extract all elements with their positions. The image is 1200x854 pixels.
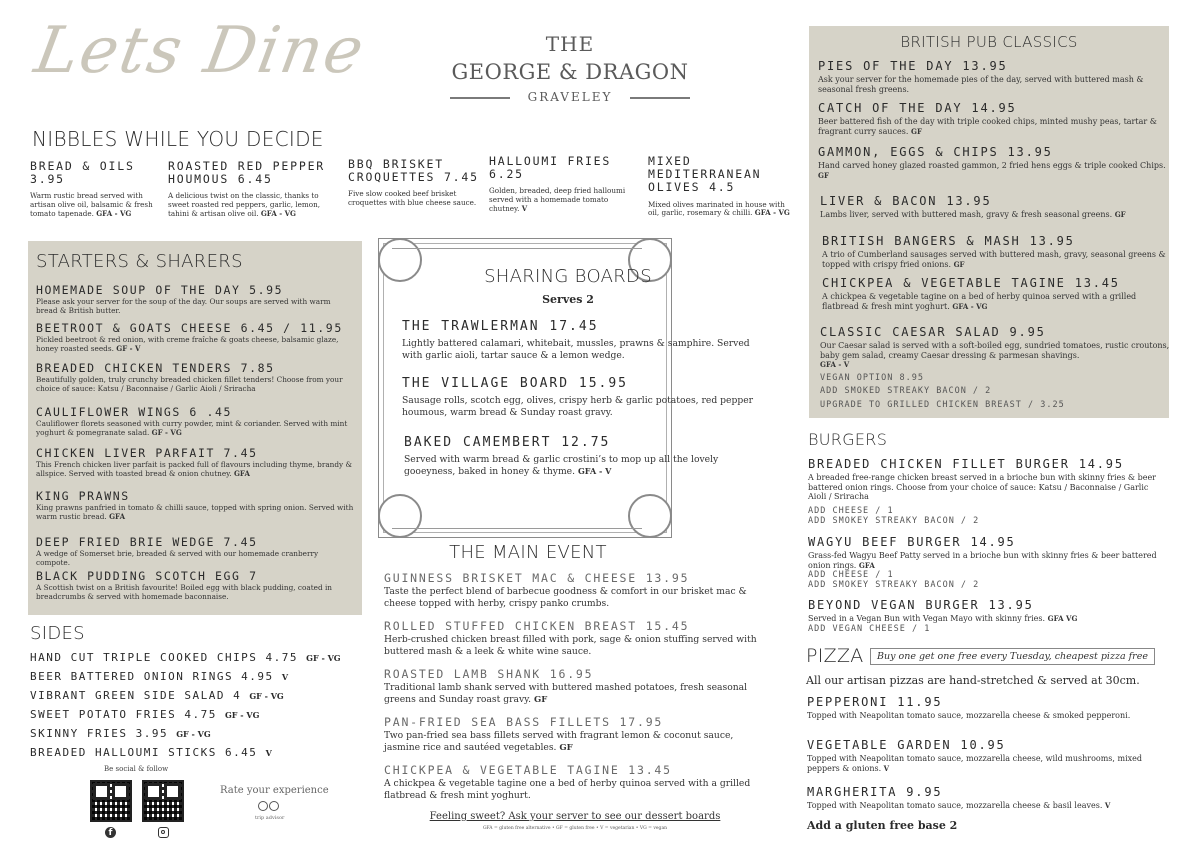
side-item: HAND CUT TRIPLE COOKED CHIPS 4.75 GF - VG [30, 651, 341, 664]
tripadvisor-owl-icon[interactable] [258, 801, 280, 813]
nibble-item [648, 155, 798, 218]
item-name: BLACK PUDDING SCOTCH EGG 7 [36, 569, 258, 583]
item-name: BEETROOT & GOATS CHEESE 6.45 / 11.95 [36, 321, 343, 335]
item-desc: Golden, breaded, deep fried halloumi served with a homemade tomato chutney. V [489, 186, 626, 213]
item-desc: A delicious twist on the classic, thanks to sweet roasted red peppers, garlic, lemon, tahini & artisan olive oil. GFA - VG [168, 191, 320, 218]
side-item: SWEET POTATO FRIES 4.75 GF - VG [30, 708, 260, 721]
main-event-title: THE MAIN EVENT [449, 542, 607, 563]
item-name: BAKED CAMEMBERT 12.75 [404, 435, 611, 450]
ornament-line-top [392, 248, 642, 249]
addon-item: ADD SMOKEY STREAKY BACON / 2 [808, 516, 980, 527]
item-desc: Cauliflower florets seasoned with curry powder, mint & coriander. Served with mint yoghurt & pomegranate salad. GF - VG [36, 419, 348, 438]
instagram-icon[interactable] [158, 827, 169, 838]
item-name: PIES OF THE DAY 13.95 [818, 59, 1008, 73]
pub-classics-title: BRITISH PUB CLASSICS [900, 33, 1078, 51]
instagram-qr-code[interactable] [142, 780, 184, 822]
item-name: THE VILLAGE BOARD 15.95 [402, 376, 629, 391]
social-label: Be social & follow [104, 765, 169, 773]
item-name: ROASTED LAMB SHANK 16.95 [384, 667, 594, 681]
item-name: CAULIFLOWER WINGS 6 .45 [36, 405, 233, 419]
burger-item [808, 536, 1168, 590]
item-desc: Warm rustic bread served with artisan olive oil, balsamic & fresh tomato tapenade. GFA - VG [30, 191, 153, 218]
item-desc: Taste the perfect blend of barbecue goodness & comfort in our brisket mac & cheese topped with herby, crispy panko crumbs. [384, 586, 747, 609]
item-name: DEEP FRIED BRIE WEDGE 7.45 [36, 535, 258, 549]
pizza-item [807, 739, 1167, 773]
dietary-legend: GFA = gluten free alternative • GF = gluten free • V = vegetarian • VG = vegan [482, 826, 668, 831]
side-item: BREADED HALLOUMI STICKS 6.45 V [30, 746, 272, 759]
ornament-line-bottom [392, 528, 642, 529]
item-name: BEYOND VEGAN BURGER 13.95 [808, 598, 1034, 612]
item-desc: Lambs liver, served with buttered mash, gravy & fresh seasonal greens. GF [820, 209, 1126, 219]
rate-experience-label: Rate your experience [220, 785, 329, 796]
item-desc: Beer battered fish of the day with triple cooked chips, minted mushy peas, tartar & fragrant curry sauces. GF [818, 116, 1157, 136]
sharing-item [402, 377, 762, 420]
item-name: GUINNESS BRISKET MAC & CHEESE 13.95 [384, 571, 690, 585]
addon-item: ADD VEGAN CHEESE / 1 [808, 623, 931, 634]
side-item: SKINNY FRIES 3.95 GF - VG [30, 727, 211, 740]
script-title: Lets Dine [29, 14, 371, 88]
item-desc: A trio of Cumberland sausages served with buttered mash, gravy, seasonal greens & topped with crispy fried onions. GF [822, 249, 1166, 269]
item-name: BRITISH BANGERS & MASH 13.95 [822, 234, 1075, 248]
sharing-item [402, 320, 762, 363]
facebook-icon[interactable]: f [105, 827, 116, 838]
item-name: PEPPERONI 11.95 [807, 695, 943, 709]
side-item: BEER BATTERED ONION RINGS 4.95 V [30, 670, 289, 683]
sharing-subtitle: Serves 2 [542, 293, 594, 306]
addon-smoked-bacon: ADD SMOKED STREAKY BACON / 2 [820, 386, 992, 396]
burger-item [808, 599, 1168, 634]
gluten-free-base: Add a gluten free base 2 [807, 819, 958, 832]
brand-rule-right [630, 97, 690, 99]
item-desc: Five slow cooked beef brisket croquettes with blue cheese sauce. [348, 189, 477, 208]
item-name: MIXED MEDITERRANEAN OLIVES 4.5 [648, 154, 762, 195]
tripadvisor-label: trip advisor [255, 815, 285, 821]
item-desc: This French chicken liver parfait is packed full of flavours including thyme, brandy & allspice. Served with toasted bread & onion chutney. GFA [36, 460, 352, 479]
item-name: GAMMON, EGGS & CHIPS 13.95 [818, 145, 1053, 159]
starter-item [36, 490, 354, 522]
main-item [384, 668, 769, 705]
starter-item [36, 322, 354, 354]
ornament-bottom-right [628, 494, 672, 538]
addon-item: ADD CHEESE / 1 [808, 570, 894, 581]
item-name: BREAD & OILS 3.95 [30, 159, 135, 187]
item-desc: A wedge of Somerset brie, breaded & served with our homemade cranberry compote. [36, 549, 319, 568]
item-desc: Traditional lamb shank served with buttered mashed potatoes, fresh seasonal greens and Sunday roast gravy. GF [384, 682, 748, 705]
brand-location: GRAVELEY [527, 90, 613, 104]
nibble-item [168, 160, 338, 219]
nibble-item [348, 158, 480, 208]
item-desc: A chickpea & vegetable tagine one a bed of herby quinoa served with a grilled flatbread & fresh mint yoghurt. [384, 778, 751, 801]
item-name: PAN-FRIED SEA BASS FILLETS 17.95 [384, 715, 664, 729]
starter-item [36, 406, 354, 438]
addon-grilled-chicken: UPGRADE TO GRILLED CHICKEN BREAST / 3.25 [820, 400, 1065, 410]
item-desc: Hand carved honey glazed roasted gammon, 2 fried hens eggs & triple cooked Chips. GF [818, 160, 1166, 180]
pizza-promo-badge: Buy one get one free every Tuesday, cheapest pizza free [870, 648, 1155, 665]
item-desc: Served in a Vegan Bun with Vegan Mayo with skinny fries. GFA VG [808, 613, 1078, 623]
pub-classic-item [818, 102, 1168, 136]
dessert-note-link[interactable]: Feeling sweet? Ask your server to see our dessert boards [429, 811, 721, 822]
item-desc: King prawns panfried in tomato & chilli sauce, topped with spring onion. Served with warm rustic bread. GFA [36, 503, 354, 522]
sides-title: SIDES [30, 623, 85, 644]
item-desc: Mixed olives marinated in house with oil, garlic, rosemary & chilli. GFA - VG [648, 199, 790, 218]
pub-classic-item [818, 146, 1168, 180]
pizza-item [807, 696, 1167, 721]
item-desc: Served with warm bread & garlic crostini’s to mop up all the lovely gooeyness, baked in honey & thyme. GFA - V [404, 453, 719, 478]
item-name: CLASSIC CAESAR SALAD 9.95 [820, 325, 1046, 339]
item-name: VEGETABLE GARDEN 10.95 [807, 738, 1006, 752]
item-name: HALLOUMI FRIES 6.25 [489, 154, 612, 182]
item-desc: Topped with Neapolitan tomato sauce, mozzarella cheese & basil leaves. V [807, 800, 1111, 810]
ornament-bottom-left [378, 494, 422, 538]
nibbles-title: NIBBLES WHILE YOU DECIDE [32, 127, 324, 151]
item-name: LIVER & BACON 13.95 [820, 194, 992, 208]
item-desc: A breaded free-range chicken breast served in a brioche bun with skinny fries & beer battered onion rings. Choose from your choice of sauce: Katsu / Baconnaise / Garlic Aioli / Sriracha [808, 472, 1156, 502]
item-desc: Pickled beetroot & red onion, with creme fraîche & goats cheese, balsamic glaze, honey roasted seeds. GF - V [36, 335, 339, 354]
item-name: ROLLED STUFFED CHICKEN BREAST 15.45 [384, 619, 690, 633]
nibble-item [489, 155, 639, 214]
main-item [384, 716, 769, 753]
item-name: MARGHERITA 9.95 [807, 785, 943, 799]
item-name: CATCH OF THE DAY 14.95 [818, 101, 1017, 115]
item-desc: Sausage rolls, scotch egg, olives, crispy herb & garlic potatoes, red pepper houmous, warm bread & Sunday roast gravy. [402, 394, 754, 419]
item-desc: Herb-crushed chicken breast filled with pork, sage & onion stuffing served with buttered mash & a leek & white wine sauce. [384, 634, 757, 657]
pub-classic-item [820, 195, 1170, 220]
pub-classic-item [822, 277, 1172, 311]
pub-classic-item [818, 60, 1168, 94]
item-desc: Topped with Neapolitan tomato sauce, mozzarella cheese, wild mushrooms, mixed peppers & onions. V [807, 753, 1143, 773]
item-name: THE TRAWLERMAN 17.45 [402, 319, 599, 334]
item-name: HOMEMADE SOUP OF THE DAY 5.95 [36, 283, 284, 297]
item-name: KING PRAWNS [36, 489, 130, 503]
burger-item [808, 458, 1168, 526]
item-name: CHICKPEA & VEGETABLE TAGINE 13.45 [822, 276, 1120, 290]
pub-classic-item [820, 326, 1170, 370]
item-desc: Please ask your server for the soup of the day. Our soups are served with warm bread & British butter. [36, 297, 331, 316]
sharing-item [404, 436, 764, 479]
main-item [384, 572, 769, 609]
pizza-intro: All our artisan pizzas are hand-stretched & served at 30cm. [806, 674, 1140, 687]
item-name: CHICKPEA & VEGETABLE TAGINE 13.45 [384, 763, 672, 777]
main-item [384, 620, 769, 657]
facebook-qr-code[interactable] [90, 780, 132, 822]
starters-title: STARTERS & SHARERS [36, 251, 243, 272]
item-desc: A Scottish twist on a British favourite! Boiled egg with black pudding, coated in breadcrumbs & served with homemade baconnaise. [36, 583, 333, 602]
item-name: WAGYU BEEF BURGER 14.95 [808, 535, 1016, 549]
item-name: BREADED CHICKEN FILLET BURGER 14.95 [808, 457, 1124, 471]
item-name: ROASTED RED PEPPER HOUMOUS 6.45 [168, 159, 326, 187]
item-name: BREADED CHICKEN TENDERS 7.85 [36, 361, 275, 375]
item-desc: Ask your server for the homemade pies of the day, served with buttered mash & seasonal fresh greens. [818, 74, 1144, 94]
brand-rule-left [450, 97, 510, 99]
addon-item: ADD CHEESE / 1 [808, 506, 894, 517]
pub-classic-item [822, 235, 1172, 269]
item-desc: Two pan-fried sea bass fillets served with fragrant lemon & coconut sauce, jasmine rice and sautéed vegetables. GF [384, 730, 734, 753]
brand-name: GEORGE & DRAGON [451, 60, 689, 84]
item-name: CHICKEN LIVER PARFAIT 7.45 [36, 446, 258, 460]
starter-item [36, 447, 354, 479]
starter-item [36, 536, 354, 568]
side-item: VIBRANT GREEN SIDE SALAD 4 GF - VG [30, 689, 284, 702]
item-desc: A chickpea & vegetable tagine on a bed of herby quinoa served with a grilled flatbread & fresh mint yoghurt. GFA - VG [822, 291, 1137, 311]
nibble-item [30, 160, 160, 219]
addon-vegan-option: VEGAN OPTION 8.95 [820, 373, 924, 383]
addon-item: ADD SMOKEY STREAKY BACON / 2 [808, 580, 980, 591]
starter-item [36, 362, 354, 394]
pizza-item [807, 786, 1167, 811]
starter-item [36, 284, 354, 316]
burgers-title: BURGERS [808, 430, 888, 449]
item-desc: Grass-fed Wagyu Beef Patty served in a brioche bun with skinny fries & beer battered onion rings. GFA [808, 550, 1157, 570]
main-item [384, 764, 769, 801]
item-desc: Lightly battered calamari, whitebait, mussles, prawns & samphire. Served with garlic aioli, tartar sauce & a lemon wedge. [402, 337, 750, 362]
item-name: BBQ BRISKET CROQUETTES 7.45 [348, 157, 479, 185]
pizza-title: PIZZA [806, 645, 864, 667]
item-desc: Our Caesar salad is served with a soft-boiled egg, sundried tomatoes, rustic croutons, baby gem salad, creamy Caesar dressing & parmesan shavings. GFA - V [820, 340, 1170, 370]
item-desc: Beautifully golden, truly crunchy breaded chicken fillet tenders! Choose from your choice of sauce: Katsu / Baconnaise / Garlic Aioli / Sriracha [36, 375, 343, 394]
starter-item [36, 570, 354, 602]
brand-the: THE [545, 32, 595, 56]
sharing-title: SHARING BOARDS [484, 266, 652, 287]
item-desc: Topped with Neapolitan tomato sauce, mozzarella cheese & smoked pepperoni. [807, 710, 1131, 720]
